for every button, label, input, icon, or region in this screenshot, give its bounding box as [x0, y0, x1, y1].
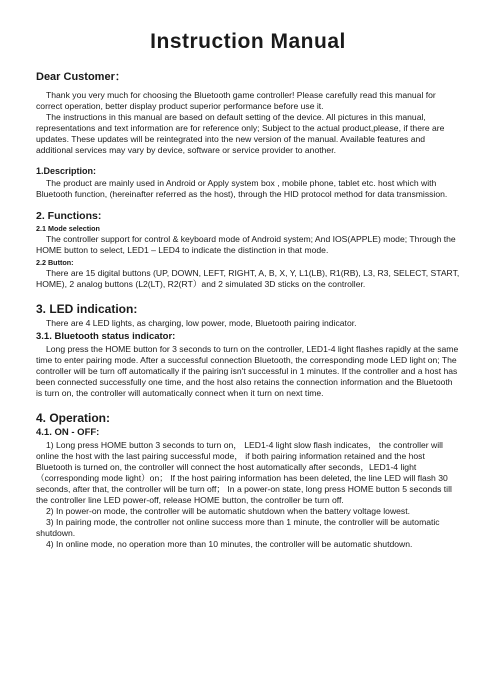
subsection-button: 2.2 Button: [36, 258, 74, 267]
page-title: Instruction Manual [150, 30, 346, 53]
subsection-mode-selection: 2.1 Mode selection [36, 224, 100, 233]
subsection-bluetooth-status: 3.1. Bluetooth status indicator: [36, 331, 176, 342]
mode-selection-text: The controller support for control & keyboard mode of Android system; And IOS(APPLE) mode; Through the HOME button to select, LED1 – LED4 to indicate the distinction in that mode. [36, 234, 456, 255]
on-off-item-3: 3) In pairing mode, the controller not online success more than 1 minute, the controller will be automatic shutdown. [36, 517, 440, 538]
led-text: There are 4 LED lights, as charging, low power, mode, Bluetooth pairing indicator. [46, 318, 357, 328]
intro-paragraph-1: Thank you very much for choosing the Bluetooth game controller! Please carefully read this manual for correct operation, better display product superior performance before use it. [36, 90, 436, 111]
greeting: Dear Customer： [36, 71, 126, 83]
on-off-item-2: 2) In power-on mode, the controller will be automatic shutdown when the battery voltage lowest. [46, 506, 410, 516]
subsection-on-off: 4.1. ON - OFF: [36, 427, 100, 438]
section-led-heading: 3. LED indication: [36, 302, 138, 316]
button-text: There are 15 digital buttons (UP, DOWN, LEFT, RIGHT, A, B, X, Y, L1(LB), R1(RB), L3, R3, SELECT, START, HOME), 2 analog buttons (L2(LT), R2(RT）and 2 simulated 3D sticks on the controller. [36, 268, 460, 289]
intro-paragraph-2: The instructions in this manual are based on default setting of the device. All pictures in this manual, representations and text information are for reference only; Subject to the actual product,please, if there are updates. These updates will be reintegrated into the new version of the manual. Available features and additional services may vary by device, software or service provider to another. [36, 112, 445, 155]
bluetooth-status-text: Long press the HOME button for 3 seconds to turn on the controller, LED1-4 light flashes rapidly at the same time to enter pairing mode. After a successful connection Bluetooth, the corresponding mode LED light on; The controller will be turn off automatically if the pairing isn't successful in 1 minutes. If the controller and a host has been connected successfully one time, and the host also retains the connection information and the Bluetooth is turn on, the controller will automatically connect when it turn on next time. [36, 344, 459, 398]
on-off-item-4: 4) In online mode, no operation more than 10 minutes, the controller will be automatic shutdown. [46, 539, 413, 549]
on-off-item-1: 1) Long press HOME button 3 seconds to turn on， LED1-4 light slow flash indicates， the controller will online the host with the last pairing successful mode， if both pairing information retained and the host Bluetooth is turned on, the controller will connect the host automatically after seconds，LED1-4 light（corresponding mode light）on； If the host pairing information has been deleted, the line LED will flash 30 seconds, after that, the controller will be turn off； In a power-on state, long press HOME button 5 seconds till the controller line LED power-off, release HOME button, the controller be turn off. [36, 440, 452, 505]
section-operation-heading: 4. Operation: [36, 411, 111, 425]
section-description-heading: 1.Description: [36, 166, 97, 176]
section-functions-heading: 2. Functions: [36, 210, 102, 222]
section-description-text: The product are mainly used in Android or Apply system box , mobile phone, tablet etc. host which with Bluetooth function, (hereinafter referred as the host), through the HID protocol method for data transmission. [36, 178, 448, 199]
